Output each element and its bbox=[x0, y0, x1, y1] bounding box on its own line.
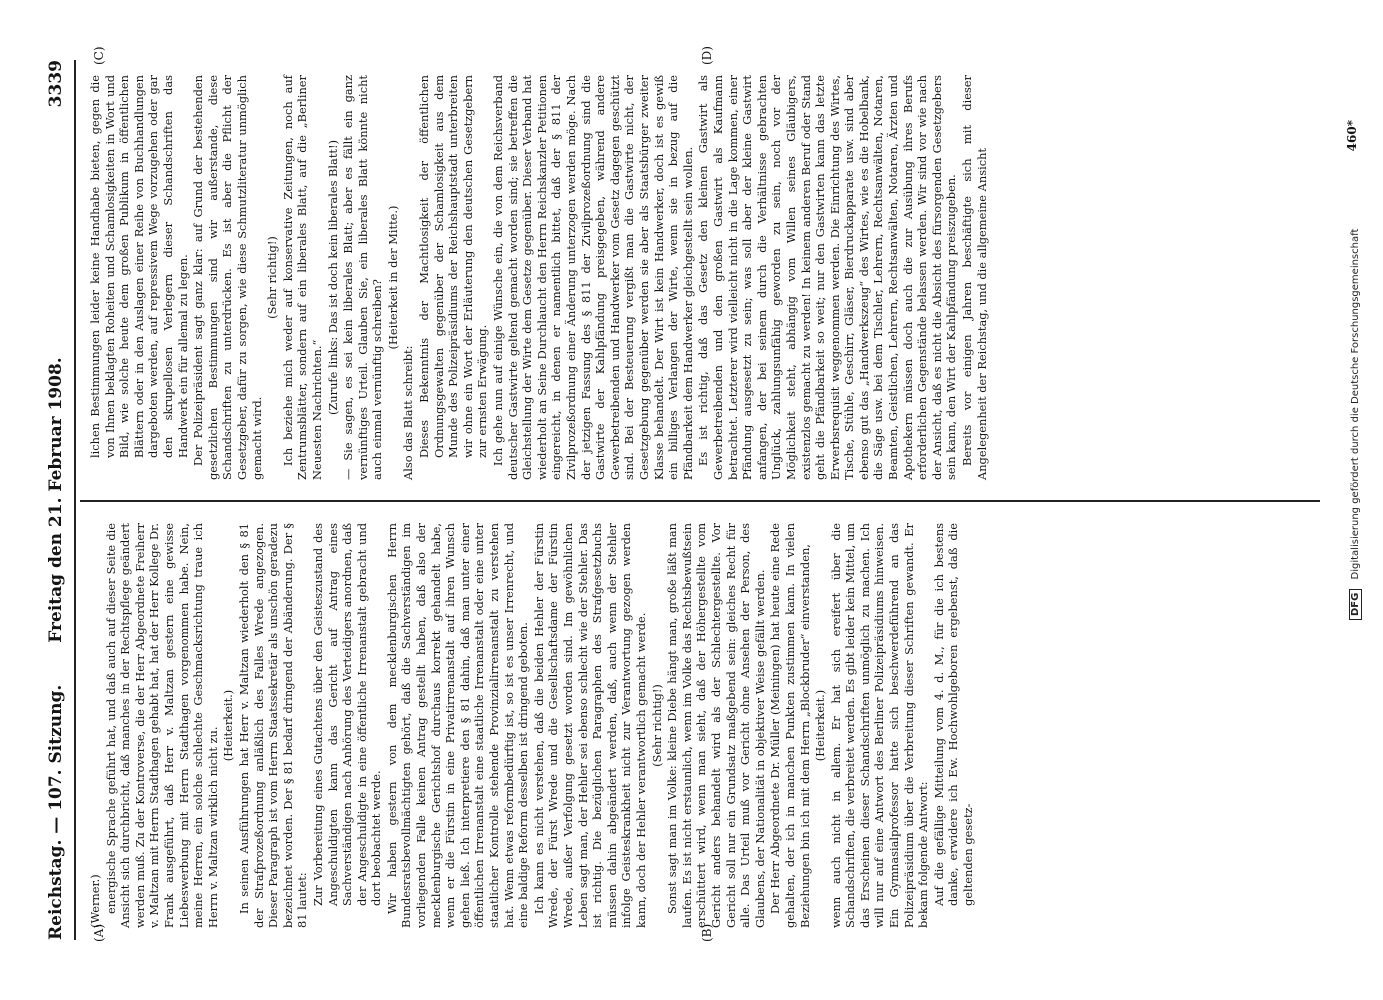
paragraph: (Heiterkeit in der Mitte.) bbox=[385, 205, 400, 350]
header-page-number: 3339 bbox=[46, 60, 66, 108]
paragraph: Also das Blatt schreibt: bbox=[401, 345, 416, 480]
paragraph: (Zurufe links: Das ist doch kein liberales Blatt!) bbox=[325, 139, 340, 416]
paragraph: Wir haben gestern von dem mecklenburgischen Herrn Bundesratsbevollmächtigten gehört, daß die Sachverständigen im vorliegenden Falle keinen Antrag gestellt haben, daß also der mecklenburgische Gerichtshof durchaus korrekt gehandelt habe, wenn er die Fürstin in eine Privatirrenanstalt auf ihren Wunsch gehen ließ. Ich interpretiere den § 81 dahin, daß man unter einer öffentlichen Irrenanstalt eine staatliche Irrenanstalt oder eine unter staatlicher Kontrolle stehende Provinzialirrenanstalt zu verstehen hat. Wenn etwas reformbedürftig ist, so ist es unser Irrenrecht, und eine baldige Reform desselben ist dringend geboten. bbox=[384, 523, 531, 928]
paragraph: (Sehr richtig!) bbox=[649, 684, 664, 767]
paragraph: Dieses Bekenntnis der Machtlosigkeit der öffentlichen Ordnungsgewalten gegenüber der Schamlosigkeit aus dem Munde des Polizeipräsidiums der Reichshauptstadt unterbreiten wir ohne ein Wort der Erläuterung den deutschen Gesetzgebern zur ernsten Erwägung. bbox=[417, 75, 490, 458]
margin-marker-a: (A) bbox=[92, 923, 106, 942]
paragraph: wenn auch nicht in allem. Er hat sich ereifert über die Schandschriften, die verbreitet werden. Es gibt leider kein Mittel, um das Erscheinen dieser Schandschriften unmöglich zu machen. Ich will nur auf eine Antwort des Berliner Polizeipräsidiums hinweisen. Ein Gymnasialprofessor hatte sich beschwerdeführend an das Polizeipräsidium über die Verbreitung dieser Schriften gewandt. Er bekam folgende Antwort: bbox=[828, 523, 931, 928]
paragraph: — Sie sagen, es sei kein liberales Blatt; aber es fällt ein ganz vernünftiges Urteil. Glauben Sie, ein liberales Blatt könnte nicht auch einmal vernünftig schreiben? bbox=[341, 75, 385, 480]
paragraph: Der Herr Abgeordnete Dr. Müller (Meiningen) hat heute eine Rede gehalten, der ich in manchen Punkten zustimmen kann. In vielen Beziehungen bin ich mit dem Herrn „Blockbruder“ einverstanden, bbox=[768, 523, 812, 928]
paragraph: In seinen Ausführungen hat Herr v. Maltzan wiederholt den § 81 der Strafprozeßordnung anläßlich des Falles Wrede angezogen. Dieser Paragraph ist vom Herrn Staatssekretär als unschön geradezu bezeichnet worden. Der § 81 bedarf dringend der Abänderung. Der § 81 lautet: bbox=[236, 523, 310, 928]
paragraph: lichen Bestimmungen leider keine Handhabe bieten, gegen die von Ihnen beklagten Roheiten und Schamlosigkeiten in Wort und Bild, wie solche heute dem großen Publikum in öffentlichen Blättern oder in den Auslagen einer Reihe von Buchhandlungen dargeboten werden, auf repressivem Wege vorzugehen oder gar den skrupellosen Verlegern dieser Schandschriften das Handwerk ein für allemal zu legen. bbox=[88, 75, 190, 458]
right-text-column bbox=[88, 75, 990, 480]
credit-text: Digitalisierung gefördert durch die Deutsche Forschungsgemeinschaft bbox=[1350, 228, 1361, 580]
paragraph: (Heiterkeit.) bbox=[813, 689, 828, 762]
digitization-credit bbox=[1349, 20, 1373, 620]
paragraph: Sonst sagt man im Volke: kleine Diebe hängt man, große läßt man laufen. Es ist nicht erstaunlich, wenn im Volke das Rechtsbewußtsein erschüttert wird, wenn man sieht, daß der Höhergestellte vom Gericht anders behandelt wird als der Schlechtergestellte. Vor Gericht soll nur ein Grundsatz maßgebend sein: gleiches Recht für alle. Das Urteil muß vor Gericht ohne Ansehen der Person, des Glaubens, der Nationalität in objektiver Weise gefällt werden. bbox=[665, 523, 767, 928]
margin-marker-b: (B) bbox=[700, 923, 714, 942]
dfg-logo: DFG bbox=[1349, 589, 1362, 620]
header-session: Reichstag. — 107. Sitzung. bbox=[46, 684, 66, 940]
paragraph: Ich gehe nun auf einige Wünsche ein, die von dem Reichsverband deutscher Gastwirte geltend gemacht worden sind; sie betreffen die Gleichstellung der Wirte dem Gesetze gegenüber. Dieser Verband hat wiederholt an Seine Durchlaucht den Herrn Reichskanzler Petitionen eingereicht, in denen er namentlich bittet, daß der § 811 der Zivilprozeßordnung einer Änderung unterzogen werden möge. Nach der jetzigen Fassung des § 811 der Zivilprozeßordnung sind die Gastwirte der Kahlpfändung preisgegeben, während andere Gewerbetreibenden und Handwerker vom Gesetz dagegen geschützt sind. Bei der Besteuerung vergißt man die Gastwirte nicht, der Gesetzgebung gegenüber werden sie aber als Staatsbürger zweiter Klasse behandelt. Der Wirt ist kein Handwerker, doch ist es gewiß ein billiges Verlangen der Wirte, wenn sie in bezug auf die Pfändbarkeit dem Handwerker gleichgestellt sein wollen. bbox=[491, 75, 695, 480]
column-divider bbox=[80, 500, 1320, 502]
page-footer-number: 460* bbox=[1345, 120, 1359, 152]
paragraph: Es ist richtig, daß das Gesetz den kleinen Gastwirt als Gewerbetreibenden und den großen Gastwirt als Kaufmann betrachtet. Letzterer wird vielleicht nicht in die Lage kommen, einer Pfändung ausgesetzt zu sein; was soll aber der kleine Gastwirt anfangen, der bei seinem durch die Verhältnisse gebrachten Unglück, zahlungsunfähig geworden zu sein, noch vor der Möglichkeit steht, abhängig vom Willen seines Gläubigers, existenzlos gemacht zu werden! In keinem anderen Beruf oder Stand geht die Pfändbarkeit so weit; nur den Gastwirten kann das letzte Erwerbsrequisit weggenommen werden. Die Einrichtung des Wirtes, Tische, Stühle, Geschirr, Gläser, Bierdruckapparate usw. sind aber ebenso gut das „Handwerkszeug“ des Wirtes, wie es die Hobelbank, die Säge usw. bei dem Tischler, Lehrern, Rechtsanwälten, Notaren, Beamten, Geistlichen, Lehrern, Rechtsanwälten, Notaren, Ärzten und Apothekern müssen doch auch die zur Ausübung ihres Berufs erforderlichen Gegenstände belassen werden. Wir sind vor wie nach der Ansicht, daß es nicht die Absicht des fürsorgenden Gesetzgebers sein kann, den Wirt der Kahlpfändung preiszugeben. bbox=[696, 75, 959, 480]
paragraph: Zur Vorbereitung eines Gutachtens über den Geisteszustand des Angeschuldigten kann das Gericht auf Antrag eines Sachverständigen nach Anhörung des Verteidigers anordnen, daß der Angeschuldigte in eine öffentliche Irrenanstalt gebracht und dort beobachtet werde. bbox=[310, 523, 384, 906]
paragraph: energische Sprache geführt hat, und daß auch auf dieser Seite die Ansicht sich durchbricht, daß manches in der Rechtspflege geändert werden muß. Zu der Kontroverse, die der Herr Abgeordnete Freiherr v. Maltzan mit Herrn Stadthagen gehabt hat, hat der Herr Kollege Dr. Frank ausgeführt, daß Herr v. Maltzan gestern eine gewisse Liebeswerbung mit Herrn Stadthagen vorgenommen habe. Nein, meine Herren, ein solche schlechte Geschmacksrichtung traue ich Herrn v. Maltzan wirklich nicht zu. bbox=[103, 523, 220, 928]
page-header bbox=[40, 60, 76, 940]
paragraph: (Sehr richtig!) bbox=[265, 236, 280, 319]
margin-marker-c: (C) bbox=[92, 46, 106, 65]
header-date: Freitag den 21. Februar 1908. bbox=[46, 357, 66, 643]
paragraph: Bereits vor einigen Jahren beschäftigte sich mit dieser Angelegenheit der Reichstag, und die allgemeine Ansicht bbox=[960, 75, 989, 480]
margin-marker-d: (D) bbox=[700, 46, 714, 65]
paragraph: Ich kann es nicht verstehen, daß die beiden Hehler der Fürstin Wrede, der Fürst Wrede und die Gesellschaftsdame der Fürstin Wrede, außer Verfolgung gesetzt worden sind. Im gewöhnlichen Leben sagt man, der Hehler sei ebenso schlecht wie der Stehler. Das ist richtig. Die bezüglichen Paragraphen des Strafgesetzbuchs müssen dahin abgeändert werden, daß, auch wenn der Stehler infolge Geisteskrankheit nicht zur Verantwortung gezogen werden kann, doch der Hehler verantwortlich gemacht werde. bbox=[531, 523, 648, 928]
left-text-column bbox=[88, 523, 977, 928]
paragraph: (Werner.) bbox=[88, 874, 102, 928]
paragraph: (Heiterkeit.) bbox=[221, 689, 236, 762]
paragraph: Der Polizeipräsident sagt ganz klar: auf Grund der bestehenden gesetzlichen Bestimmungen sind wir außerstande, diese Schandschriften zu unterdrücken. Es ist aber die Pflicht der Gesetzgeber, dafür zu sorgen, wie diese Schmutzliteratur unmöglich gemacht wird. bbox=[191, 75, 264, 480]
paragraph: Auf die gefällige Mitteilung vom 4. d. M., für die ich bestens danke, erwidere ich Ew. Hochwohlgeboren ergebenst, daß die geltenden gesetz- bbox=[931, 523, 976, 906]
paragraph: Ich beziehe mich weder auf konservative Zeitungen, noch auf Zentrumsblätter, sondern auf ein liberales Blatt, auf die „Berliner Neuesten Nachrichten.“ bbox=[280, 75, 324, 480]
